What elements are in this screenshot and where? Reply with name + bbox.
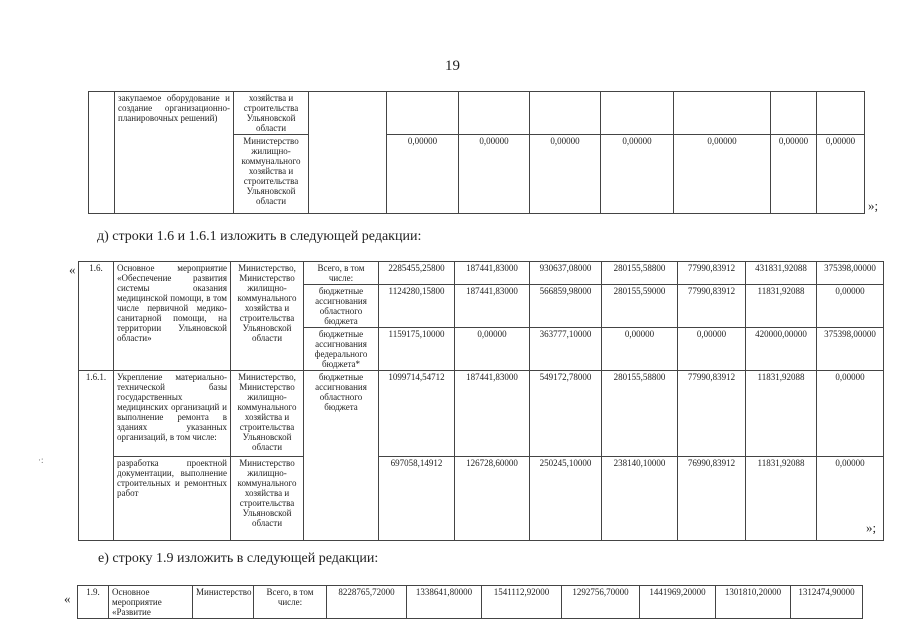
cell-organization: хозяйства и строительства Ульяновской области: [234, 92, 309, 135]
cell-value: 375398,00000: [817, 328, 884, 371]
table-row: [78, 586, 863, 619]
cell-value: 280155,58800: [602, 371, 678, 457]
cell-value: 1312474,90000: [791, 586, 863, 619]
cell-description: закупаемое оборудование и создание организационно-планировочных решений): [115, 92, 234, 214]
section-heading-d: д) строки 1.6 и 1.6.1 изложить в следующей редакции:: [97, 229, 422, 244]
cell-row-number: 1.6.: [79, 262, 114, 371]
section-heading-e: е) строку 1.9 изложить в следующей редакции:: [98, 551, 379, 566]
cell-value: 363777,10000: [530, 328, 602, 371]
cell-value: 2285455,25800: [379, 262, 455, 285]
cell-value: 1159175,10000: [379, 328, 455, 371]
scan-speck: ·:: [38, 455, 44, 465]
cell-value: 930637,08000: [530, 262, 602, 285]
cell-value: 0,00000: [455, 328, 530, 371]
table-row: [89, 92, 865, 135]
closing-quote: »;: [866, 520, 877, 535]
cell-description: Основное мероприятие «Обеспечение развития системы оказания медицинской помощи, в том числе первичной медико-санитарной помощи, на территории Ульяновской области»: [114, 262, 231, 371]
cell-value: 1099714,54712: [379, 371, 455, 457]
cell-value: 280155,58800: [602, 262, 678, 285]
cell-description: Основное мероприятие «Развитие: [109, 586, 193, 619]
cell-value: 77990,83912: [678, 371, 746, 457]
cell-organization: Министерство, Министерство жилищно-коммунального хозяйства и строительства Ульяновской области: [231, 371, 304, 457]
cell-value: 238140,10000: [602, 457, 678, 541]
cell-description: Укрепление материально-технической базы государственных медицинских организаций и выполнение ремонта в зданиях указанных организаций, в том числе:: [114, 371, 231, 457]
cell-funding-source: бюджетные ассигнования федерального бюджета*: [304, 328, 379, 371]
table-row: [79, 262, 884, 285]
cell-value: 0,00000: [817, 371, 884, 457]
cell-organization: Министерство, Министерство жилищно-коммунального хозяйства и строительства Ульяновской области: [231, 262, 304, 371]
cell-value: 431831,92088: [746, 262, 817, 285]
cell-value: 11831,92088: [746, 457, 817, 541]
cell-value: 1301810,20000: [716, 586, 791, 619]
cell-value: 566859,98000: [530, 285, 602, 328]
closing-quote: »;: [868, 198, 879, 213]
cell-value: 250245,10000: [530, 457, 602, 541]
cell-row-number: 1.6.1.: [79, 371, 114, 541]
cell-funding-source: бюджетные ассигнования областного бюджета: [304, 371, 379, 541]
cell-description: разработка проектной документации, выполнение строительных и ремонтных работ: [114, 457, 231, 541]
cell-value: 1124280,15800: [379, 285, 455, 328]
cell-organization: Министерство жилищно-коммунального хозяйства и строительства Ульяновской области: [234, 135, 309, 214]
cell-value: 11831,92088: [746, 285, 817, 328]
opening-quote: «: [69, 262, 76, 277]
cell-value: 0,00000: [387, 135, 459, 214]
cell-value: 77990,83912: [678, 262, 746, 285]
cell-value: 0,00000: [601, 135, 674, 214]
cell-row-number: 1.9.: [78, 586, 109, 619]
cell-value: 1441969,20000: [640, 586, 716, 619]
cell-value: 0,00000: [771, 135, 817, 214]
cell-value: 76990,83912: [678, 457, 746, 541]
page-number: 19: [445, 58, 460, 74]
cell-value: 0,00000: [817, 457, 884, 541]
cell-value: 1541112,92000: [482, 586, 562, 619]
cell-value: 0,00000: [817, 285, 884, 328]
cell-value: 0,00000: [678, 328, 746, 371]
table-continued: [88, 91, 865, 214]
cell-value: 0,00000: [817, 135, 865, 214]
cell-value: 0,00000: [602, 328, 678, 371]
cell-value: 0,00000: [459, 135, 530, 214]
cell-value: 11831,92088: [746, 371, 817, 457]
cell-value: 187441,83000: [455, 285, 530, 328]
cell-value: 1292756,70000: [562, 586, 640, 619]
table-row: [79, 457, 884, 541]
cell-funding-source: бюджетные ассигнования областного бюджета: [304, 285, 379, 328]
cell-organization: Министерство жилищно-коммунального хозяйства и строительства Ульяновской области: [231, 457, 304, 541]
opening-quote: «: [64, 591, 71, 606]
cell-value: 187441,83000: [455, 371, 530, 457]
table-row: [79, 371, 884, 457]
cell-value: 697058,14912: [379, 457, 455, 541]
cell-value: 420000,00000: [746, 328, 817, 371]
cell-value: 549172,78000: [530, 371, 602, 457]
cell-funding-source: Всего, в том числе:: [254, 586, 327, 619]
cell-value: 0,00000: [530, 135, 601, 214]
cell-value: 8228765,72000: [327, 586, 407, 619]
table-row-1-9: [77, 585, 863, 619]
cell-value: 0,00000: [674, 135, 771, 214]
cell-value: 280155,59000: [602, 285, 678, 328]
cell-organization: Министерство: [193, 586, 254, 619]
cell-value: 77990,83912: [678, 285, 746, 328]
cell-value: 187441,83000: [455, 262, 530, 285]
cell-value: 126728,60000: [455, 457, 530, 541]
cell-value: 1338641,80000: [407, 586, 482, 619]
cell-funding-source: Всего, в том числе:: [304, 262, 379, 285]
table-rows-1-6: [78, 261, 884, 541]
cell-value: 375398,00000: [817, 262, 884, 285]
